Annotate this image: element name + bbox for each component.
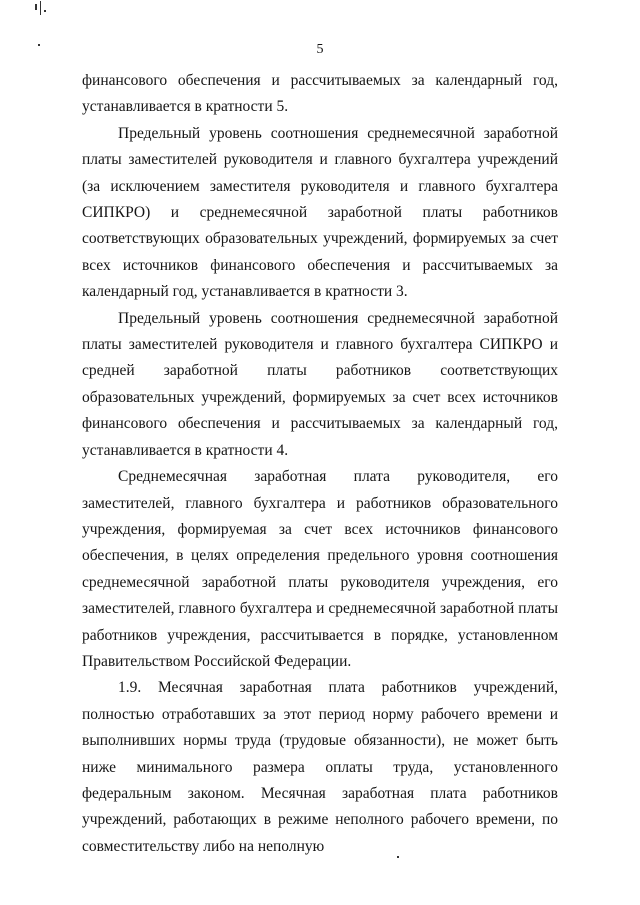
scan-mark [35, 4, 37, 10]
document-body [82, 68, 558, 860]
page-number: 5 [316, 42, 324, 57]
scan-mark [40, 1, 41, 15]
paragraph-continuation: финансового обеспечения и рассчитываемых за календарный год, устанавливается в кратности 5. [82, 72, 558, 116]
paragraph-average-salary: Среднемесячная заработная плата руководителя, его заместителей, главного бухгалтера и работников образовательного учреждения, формируемая за счет всех источников финансового обеспечения, в целях определения предельного уровня соотношения среднемесячной заработной платы руководителя учреждения, его заместителей, главного бухгалтера и среднемесячной заработной платы работников учреждения, рассчитывается в порядке, установленном Правительством Российской Федерации. [82, 468, 558, 670]
scan-mark [44, 10, 46, 12]
paragraph-sipkro-ratio: Предельный уровень соотношения среднемесячной заработной платы заместителей руководителя и главного бухгалтера СИПКРО и средней заработной платы работников соответствующих образовательных учреждений, формируемых за счет всех источников финансового обеспечения и рассчитываемых за календарный год, устанавливается в кратности 4. [82, 309, 558, 459]
paragraph-deputy-ratio: Предельный уровень соотношения среднемесячной заработной платы заместителей руководителя и главного бухгалтера учреждений (за исключением заместителя руководителя и главного бухгалтера СИПКРО) и среднемесячной заработной платы работников соответствующих образовательных учреждений, формируемых за счет всех источников финансового обеспечения и рассчитываемых за календарный год, устанавливается в кратности 3. [82, 124, 558, 301]
paragraph-section-1-9: 1.9. Месячная заработная плата работников учреждений, полностью отработавших за этот период норму рабочего времени и выполнивших нормы труда (трудовые обязанности), не может быть ниже минимального размера оплаты труда, установленного федеральным законом. Месячная заработная плата работников учреждений, работающих в режиме неполного рабочего времени, по совместительству либо на неполную [82, 679, 558, 855]
